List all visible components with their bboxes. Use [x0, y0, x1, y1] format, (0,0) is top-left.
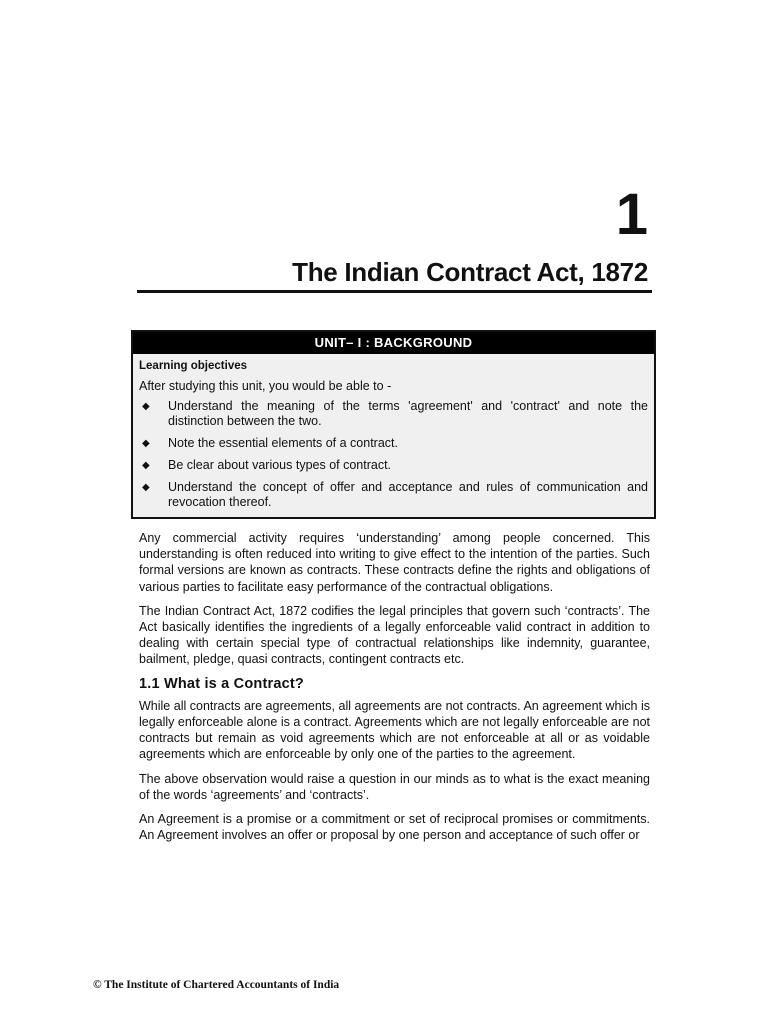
chapter-number: 1 [615, 182, 648, 247]
chapter-title: The Indian Contract Act, 1872 [292, 257, 648, 287]
copyright-footer: © The Institute of Chartered Accountants of India [93, 979, 340, 991]
main-content [139, 530, 650, 851]
body-paragraph: The Indian Contract Act, 1872 codifies the legal principles that govern such ‘contracts’. The Act basically identifies the ingredients of a legally enforceable valid contract in addition to dealing with certain special type of contractual relationships like indemnity, guarantee, bailment, pledge, quasi contracts, contingent contracts etc. [139, 603, 650, 667]
objective-item [139, 458, 648, 473]
learning-objectives-heading: Learning objectives [139, 360, 248, 372]
objectives-intro-text: After studying this unit, you would be able to - [139, 379, 392, 393]
objectives-list [139, 399, 648, 510]
diamond-bullet-icon: ◆ [142, 401, 150, 412]
body-paragraph: The above observation would raise a question in our minds as to what is the exact meaning of the words ‘agreements’ and ‘contracts’. [139, 771, 650, 802]
diamond-bullet-icon: ◆ [142, 438, 150, 449]
section-heading: 1.1 What is a Contract? [139, 675, 304, 692]
objective-text: Be clear about various types of contract. [168, 458, 392, 472]
unit-header: UNIT– I : BACKGROUND [133, 332, 654, 354]
diamond-bullet-icon: ◆ [142, 460, 150, 471]
learning-objectives-box [131, 330, 656, 519]
diamond-bullet-icon: ◆ [142, 482, 150, 493]
objective-item [139, 480, 648, 510]
objective-text: Note the essential elements of a contract. [168, 436, 398, 450]
objective-item [139, 399, 648, 429]
body-paragraph: While all contracts are agreements, all agreements are not contracts. An agreement which is legally enforceable alone is a contract. Agreements which are not legally enforceable are not contracts but remain as void agreements which are not enforceable at all or as voidable agreements which are enforceable by only one of the parties to the agreement. [139, 698, 650, 762]
title-underline-rule [137, 290, 652, 293]
objective-item [139, 436, 648, 451]
objective-text: Understand the meaning of the terms 'agreement' and 'contract' and note the distinction between the two. [168, 399, 648, 428]
objectives-box-body [133, 354, 654, 517]
objective-text: Understand the concept of offer and acceptance and rules of communication and revocation thereof. [168, 480, 648, 509]
body-paragraph: Any commercial activity requires ‘understanding’ among people concerned. This understanding is often reduced into writing to give effect to the intention of the parties. Such formal versions are known as contracts. These contracts define the rights and obligations of various parties to facilitate easy performance of the contractual obligations. [139, 531, 650, 594]
body-paragraph: An Agreement is a promise or a commitment or set of reciprocal promises or commitments. An Agreement involves an offer or proposal by one person and acceptance of such offer or [139, 812, 650, 843]
